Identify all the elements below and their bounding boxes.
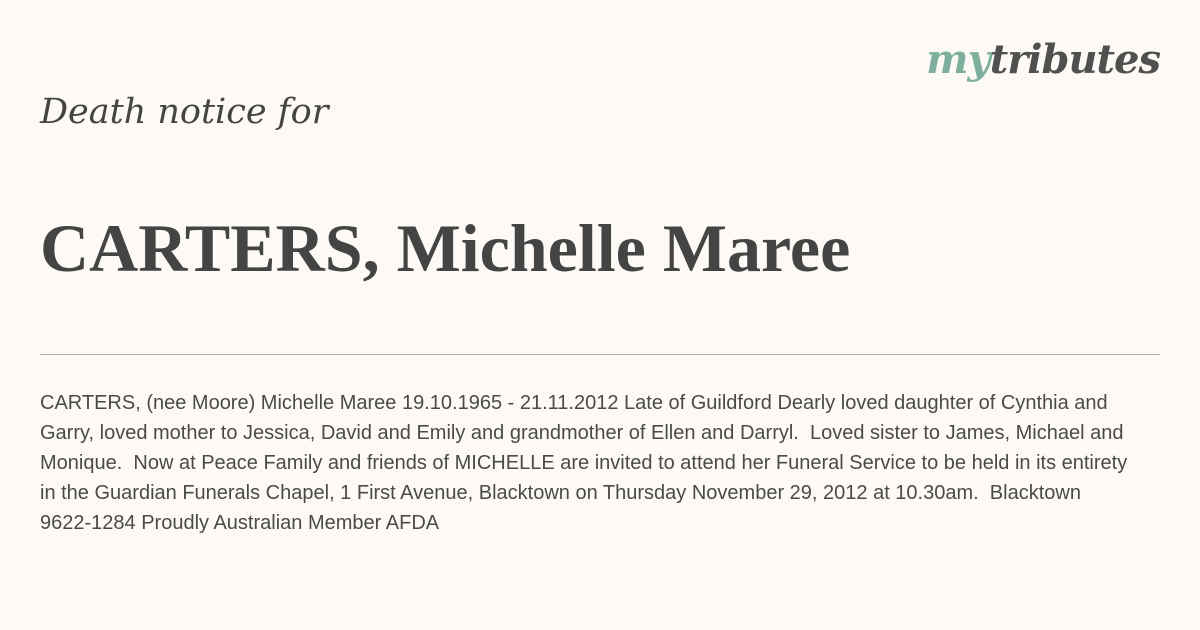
notice-text: CARTERS, (nee Moore) Michelle Maree 19.10.1965 - 21.11.2012 Late of Guildford Dearly loved daughter of Cynthia and Garry, loved mother to Jessica, David and Emily and grandmother of Ellen and Darryl. Loved sister to James, Michael and Monique. Now at Peace Family and friends of MICHELLE are invited to attend her Funeral Service to be held in its entirety in the Guardian Funerals Chapel, 1 First Avenue, Blacktown on Thursday November 29, 2012 at 10.30am. Blacktown 9622-1284 Proudly Australian Member AFDA [40, 392, 1133, 534]
divider [40, 354, 1160, 355]
deceased-name: CARTERS, Michelle Maree [40, 210, 851, 286]
mytributes-logo [926, 32, 1160, 88]
logo-tributes: tributes [989, 36, 1160, 83]
logo-my: my [926, 36, 990, 83]
page-subtitle: Death notice for [40, 92, 329, 132]
